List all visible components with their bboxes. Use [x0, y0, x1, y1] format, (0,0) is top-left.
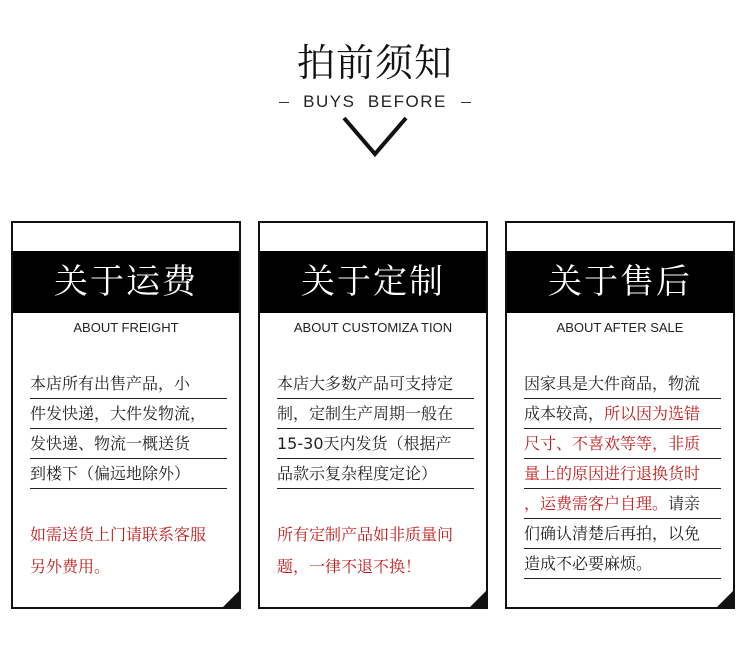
text-line: [524, 519, 721, 549]
customization-card-text: [277, 369, 474, 489]
text-line: 发快递、物流一概送货: [30, 429, 227, 459]
text-segment: 造成不必要麻烦。: [524, 554, 653, 573]
text-line: [524, 399, 721, 429]
text-segment-red: ，运费需客户自理。: [524, 494, 669, 513]
text-line: [524, 459, 721, 489]
text-segment: 们确认清楚后再拍，以免: [524, 524, 701, 543]
chevron-down-icon: [340, 114, 410, 160]
text-line: [524, 489, 721, 519]
subtitle-left-dash: [279, 102, 289, 103]
text-line: 制，定制生产周期一般在: [277, 399, 474, 429]
text-line: [524, 429, 721, 459]
subtitle-right-dash: [461, 102, 471, 103]
text-segment: 因家具是大件商品，物流: [524, 374, 701, 393]
after-sale-card-title: 关于售后: [507, 251, 733, 313]
after-sale-card-subtitle: ABOUT AFTER SALE: [556, 320, 684, 335]
text-line: [524, 549, 721, 579]
corner-triangle: [716, 590, 734, 608]
customization-card: [258, 221, 488, 609]
text-line: 本店大多数产品可支持定: [277, 369, 474, 399]
freight-card-text: [30, 369, 227, 489]
after-sale-card-text: [524, 369, 721, 579]
note-line: 题，一律不退不换！: [277, 557, 422, 576]
note-line: 所有定制产品如非质量问: [277, 525, 454, 544]
text-segment-red: 所以因为选错: [604, 404, 701, 423]
text-line: 本店所有出售产品，小: [30, 369, 227, 399]
note-line: 另外费用。: [30, 557, 111, 576]
text-segment-red: 量上的原因进行退换货时: [524, 464, 701, 483]
after-sale-card: [505, 221, 735, 609]
customization-card-title: 关于定制: [260, 251, 486, 313]
subtitle-row: [0, 90, 750, 114]
text-line: [524, 369, 721, 399]
freight-card-note: [30, 519, 231, 583]
page-title: 拍前须知: [296, 41, 453, 85]
text-segment: 请亲: [668, 494, 701, 513]
freight-card-title: 关于运费: [13, 251, 239, 313]
text-segment-red: 尺寸、不喜欢等等，非质: [524, 434, 701, 453]
customization-card-subtitle: ABOUT CUSTOMIZA TION: [293, 320, 453, 335]
freight-card-subtitle: ABOUT FREIGHT: [73, 320, 179, 335]
corner-triangle: [469, 590, 487, 608]
text-line: 到楼下（偏远地除外）: [30, 459, 227, 489]
text-segment: 成本较高，: [524, 404, 605, 423]
corner-triangle: [222, 590, 240, 608]
text-line: 品款示复杂程度定论）: [277, 459, 474, 489]
customization-card-note: [277, 519, 478, 583]
note-line: 如需送货上门请联系客服: [30, 525, 207, 544]
text-line: 件发快递，大件发物流，: [30, 399, 227, 429]
text-line: 15-30天内发货（根据产: [277, 429, 474, 459]
page-subtitle: BUYS BEFORE: [303, 92, 447, 111]
freight-card: [11, 221, 241, 609]
